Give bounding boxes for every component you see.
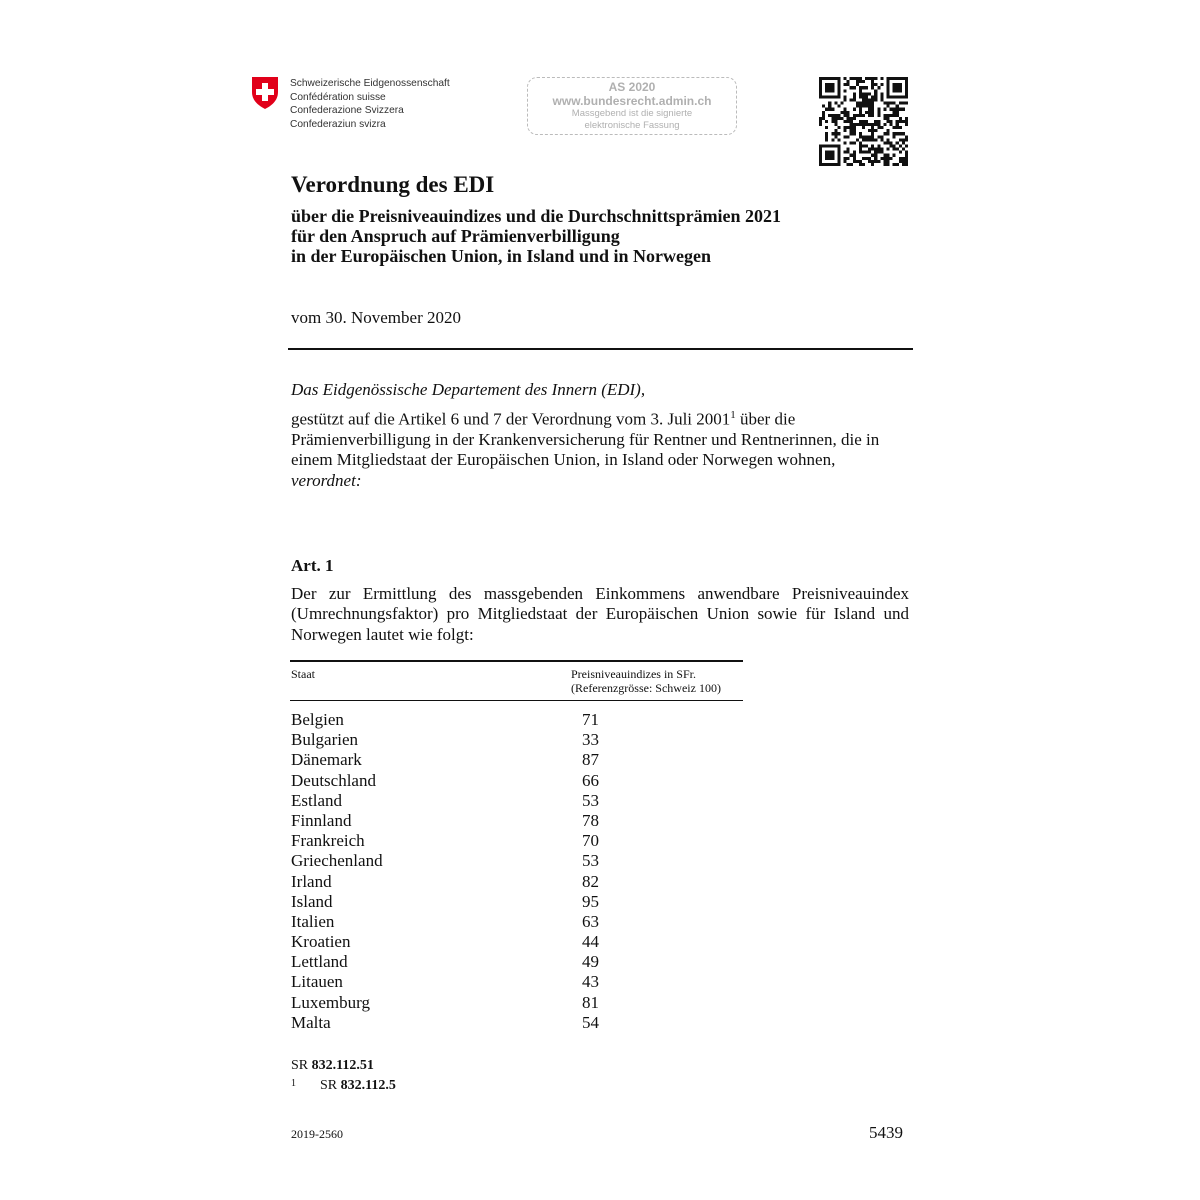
confederation-line-fr: Confédération suisse xyxy=(290,91,386,103)
table-cell-state: Estland xyxy=(291,790,342,810)
table-cell-state: Griechenland xyxy=(291,851,383,871)
swiss-coat-of-arms-icon xyxy=(251,76,279,110)
table-cell-state: Frankreich xyxy=(291,831,365,851)
table-cell-index: 66 xyxy=(582,770,599,790)
sr-prefix: SR xyxy=(291,1058,312,1073)
stamp-note-1: Massgebend ist die signierte xyxy=(571,108,693,119)
table-cell-index: 53 xyxy=(582,851,599,871)
table-cell-state: Lettland xyxy=(291,952,348,972)
table-cell-index: 63 xyxy=(582,911,599,931)
sr-number: 832.112.51 xyxy=(311,1058,374,1073)
document-title: Verordnung des EDI xyxy=(291,172,495,197)
table-cell-state: Kroatien xyxy=(291,932,351,952)
stamp-note-2: elektronische Fassung xyxy=(584,119,680,131)
table-cell-state: Malta xyxy=(291,1012,331,1032)
table-cell-state: Island xyxy=(291,891,333,911)
footnote-prefix: SR xyxy=(320,1078,341,1093)
table-header-index-line-2: (Referenzgrösse: Schweiz 100) xyxy=(571,681,721,695)
table-cell-index: 95 xyxy=(582,891,599,911)
table-cell-index: 49 xyxy=(582,952,599,972)
document-code: 2019-2560 xyxy=(291,1127,343,1141)
subtitle-line-2: für den Anspruch auf Prämienverbilligung xyxy=(291,226,620,246)
table-header-index xyxy=(571,667,721,695)
table-cell-index: 82 xyxy=(582,871,599,891)
confederation-line-it: Confederazione Svizzera xyxy=(290,105,404,117)
table-cell-index: 53 xyxy=(582,790,599,810)
confederation-name xyxy=(290,77,450,131)
footnote-sr-number: 832.112.5 xyxy=(340,1078,396,1093)
table-cell-index: 78 xyxy=(582,810,599,830)
title-divider xyxy=(288,348,913,350)
table-cell-index: 54 xyxy=(582,1012,599,1032)
subtitle-line-3: in der Europäischen Union, in Island und in Norwegen xyxy=(291,246,711,266)
confederation-line-rm: Confederaziun svizra xyxy=(290,118,386,130)
table-cell-index: 44 xyxy=(582,932,599,952)
issuing-authority: Das Eidgenössische Departement des Innern (EDI), xyxy=(291,380,646,399)
table-top-rule xyxy=(290,660,743,662)
document-date: vom 30. November 2020 xyxy=(291,308,461,327)
table-cell-state: Dänemark xyxy=(291,750,362,770)
legal-basis xyxy=(291,405,911,471)
table-cell-index: 43 xyxy=(582,972,599,992)
decree-word: verordnet: xyxy=(291,471,362,490)
table-cell-state: Luxemburg xyxy=(291,992,371,1012)
table-cell-index: 71 xyxy=(582,710,599,729)
legal-basis-text-cont: über die Prämienverbilligung in der Krankenversicherung für Rentner und Rentnerinnen, die in einem Mitgliedstaat der Europäischen Union, in Island oder Norwegen wohnen, xyxy=(291,409,880,470)
footnote-reference-1[interactable]: 1 xyxy=(730,409,736,421)
qr-code-icon xyxy=(819,77,908,166)
table-cell-index: 81 xyxy=(582,992,599,1012)
table-cell-state: Irland xyxy=(291,871,332,891)
legal-basis-text: gestützt auf die Artikel 6 und 7 der Verordnung vom 3. Juli 2001 xyxy=(291,409,731,429)
table-cell-state: Belgien xyxy=(291,710,344,729)
stamp-url: www.bundesrecht.admin.ch xyxy=(552,94,712,108)
stamp-as-number: AS 2020 xyxy=(608,80,656,94)
sr-reference xyxy=(291,1058,374,1074)
footnote-number: 1 xyxy=(291,1078,296,1089)
page-number: 5439 xyxy=(869,1123,903,1142)
article-1-text: Der zur Ermittlung des massgebenden Einkommens anwendbare Preisniveauindex (Umrechnungsfaktor) pro Mitgliedstaat der Europäischen Union sowie für Island und Norwegen lautet wie folgt: xyxy=(291,584,909,644)
table-cell-state: Italien xyxy=(291,911,335,931)
subtitle-line-1: über die Preisniveauindizes und die Durchschnittsprämien 2021 xyxy=(291,206,782,226)
table-header-state: Staat xyxy=(291,667,315,681)
table-cell-index: 70 xyxy=(582,831,599,851)
document-subtitle xyxy=(291,206,781,266)
table-cell-index: 33 xyxy=(582,730,599,750)
table-cell-state: Finnland xyxy=(291,810,352,830)
publication-stamp xyxy=(527,77,737,135)
article-1-heading: Art. 1 xyxy=(291,556,334,575)
table-cell-index: 87 xyxy=(582,750,599,770)
table-header-rule xyxy=(290,700,743,701)
footnote-1 xyxy=(291,1078,396,1094)
table-cell-state: Litauen xyxy=(291,972,343,992)
confederation-line-de: Schweizerische Eidgenossenschaft xyxy=(290,78,450,89)
table-cell-state: Bulgarien xyxy=(291,730,359,750)
table-cell-state: Deutschland xyxy=(291,770,376,790)
table-header-index-line-1: Preisniveauindizes in SFr. xyxy=(571,667,696,681)
